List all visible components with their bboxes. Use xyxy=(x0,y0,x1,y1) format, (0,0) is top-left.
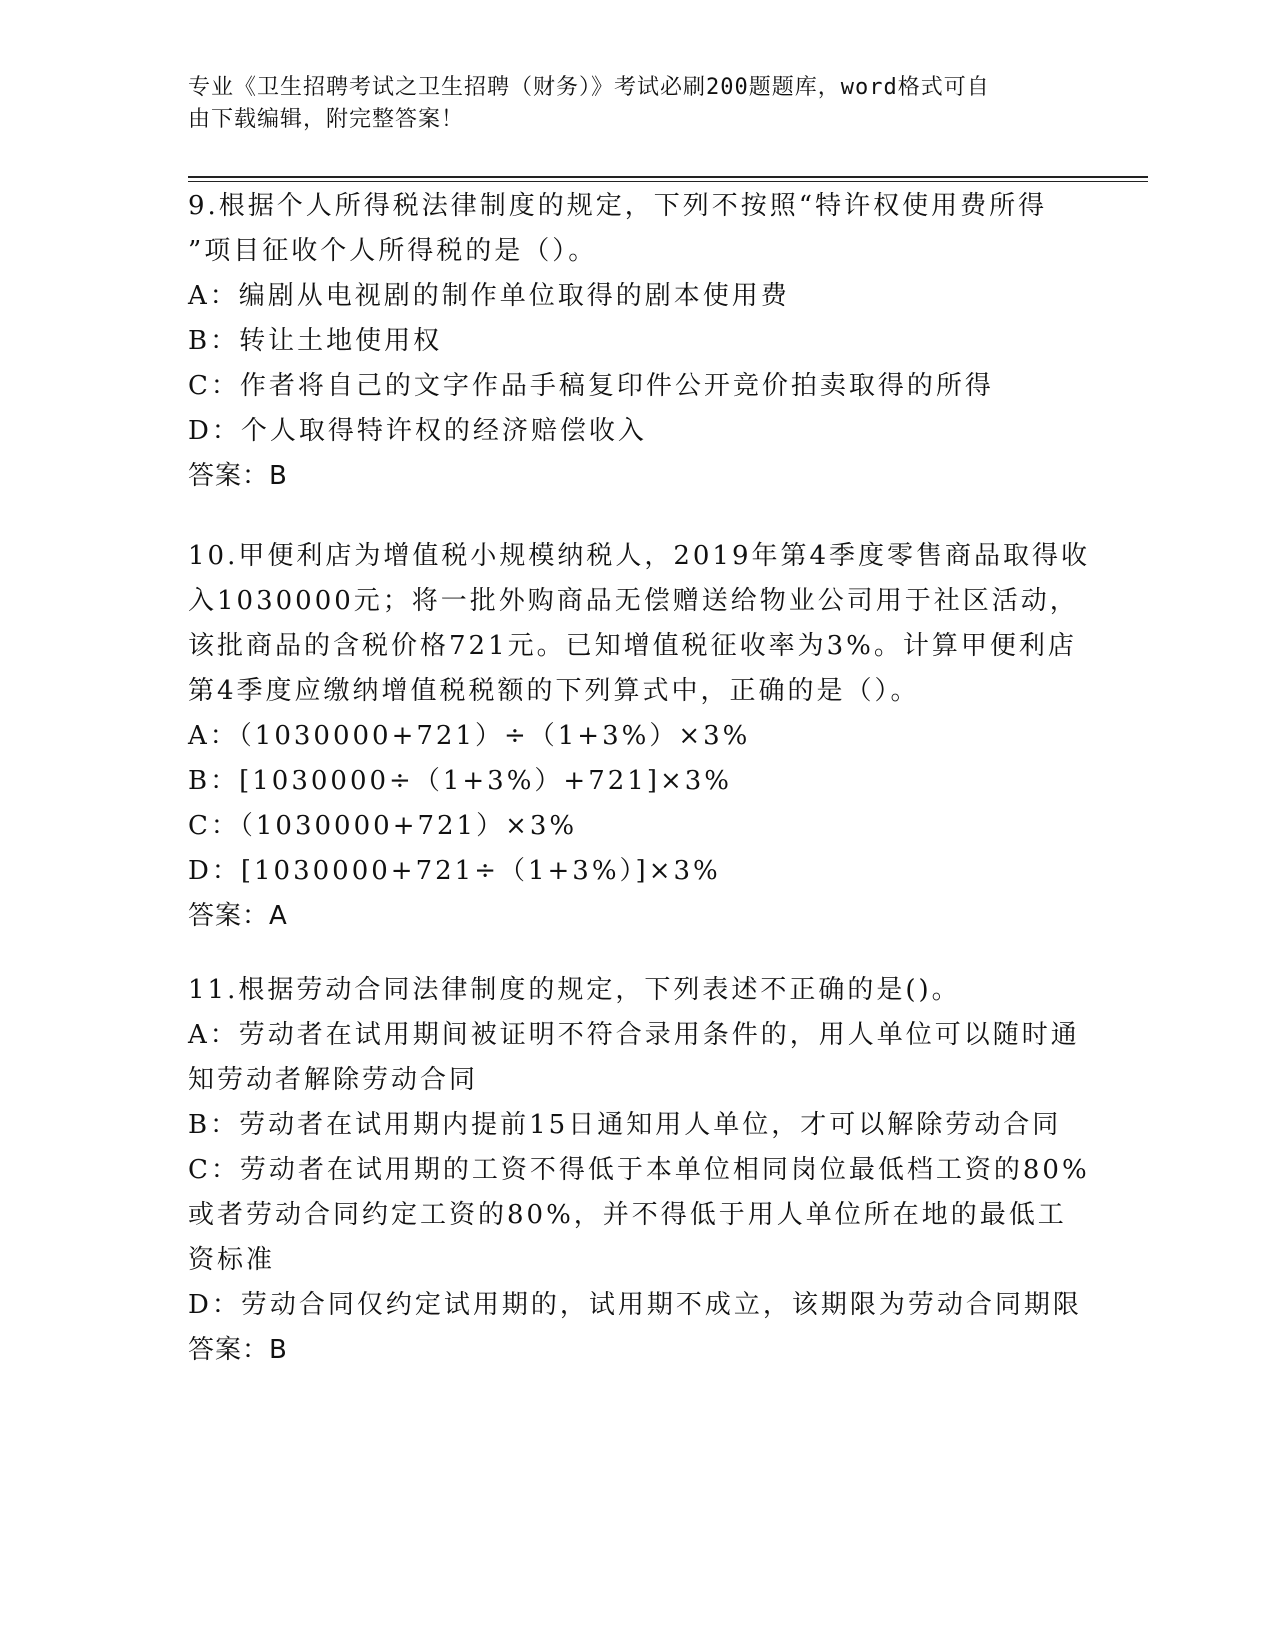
option-c-continued: 资标准 xyxy=(188,1245,276,1275)
option-b: B：劳动者在试用期内提前15日通知用人单位，才可以解除劳动合同 xyxy=(188,1110,1062,1140)
option-d: D：个人取得特许权的经济赔偿收入 xyxy=(188,416,647,446)
question-11 xyxy=(188,968,1088,1373)
option-b: B：转让土地使用权 xyxy=(188,326,443,356)
answer: 答案：B xyxy=(188,1335,288,1365)
option-c: C：作者将自己的文字作品手稿复印件公开竞价拍卖取得的所得 xyxy=(188,371,994,401)
header-divider xyxy=(188,176,1148,178)
question-10 xyxy=(188,534,1091,939)
question-stem: 10.甲便利店为增值税小规模纳税人，2019年第4季度零售商品取得收 xyxy=(188,541,1091,571)
question-stem: 该批商品的含税价格721元。已知增值税征收率为3%。计算甲便利店 xyxy=(188,631,1077,661)
option-a: A：编剧从电视剧的制作单位取得的剧本使用费 xyxy=(188,281,790,311)
option-a: A：劳动者在试用期间被证明不符合录用条件的，用人单位可以随时通 xyxy=(188,1020,1080,1050)
question-9 xyxy=(188,184,1088,499)
question-stem: ”项目征收个人所得税的是（）。 xyxy=(188,236,598,266)
option-a: A：（1030000+721）÷（1+3%）×3% xyxy=(188,721,751,751)
answer: 答案：B xyxy=(188,461,288,491)
answer: 答案：A xyxy=(188,901,288,931)
option-c: C：（1030000+721）×3% xyxy=(188,811,578,841)
question-stem: 11.根据劳动合同法律制度的规定，下列表述不正确的是()。 xyxy=(188,975,961,1005)
question-stem: 9.根据个人所得税法律制度的规定，下列不按照“特许权使用费所得 xyxy=(188,191,1048,221)
header-line: 由下载编辑，附完整答案！ xyxy=(188,107,465,132)
option-d: D：[1030000+721÷（1+3%）]×3% xyxy=(188,856,721,886)
option-b: B：[1030000÷（1+3%）+721]×3% xyxy=(188,766,732,796)
option-c: C：劳动者在试用期的工资不得低于本单位相同岗位最低档工资的80% xyxy=(188,1155,1090,1185)
option-c-continued: 或者劳动合同约定工资的80%，并不得低于用人单位所在地的最低工 xyxy=(188,1200,1067,1230)
header-line: 专业《卫生招聘考试之卫生招聘（财务）》考试必刷200题题库，word格式可自 xyxy=(188,75,990,100)
header-divider xyxy=(188,181,1148,182)
document-header xyxy=(188,72,1068,136)
option-d: D：劳动合同仅约定试用期的，试用期不成立，该期限为劳动合同期限 xyxy=(188,1290,1082,1320)
question-stem: 第4季度应缴纳增值税税额的下列算式中，正确的是（）。 xyxy=(188,676,920,706)
option-a-continued: 知劳动者解除劳动合同 xyxy=(188,1065,479,1095)
question-stem: 入1030000元；将一批外购商品无偿赠送给物业公司用于社区活动， xyxy=(188,586,1079,616)
